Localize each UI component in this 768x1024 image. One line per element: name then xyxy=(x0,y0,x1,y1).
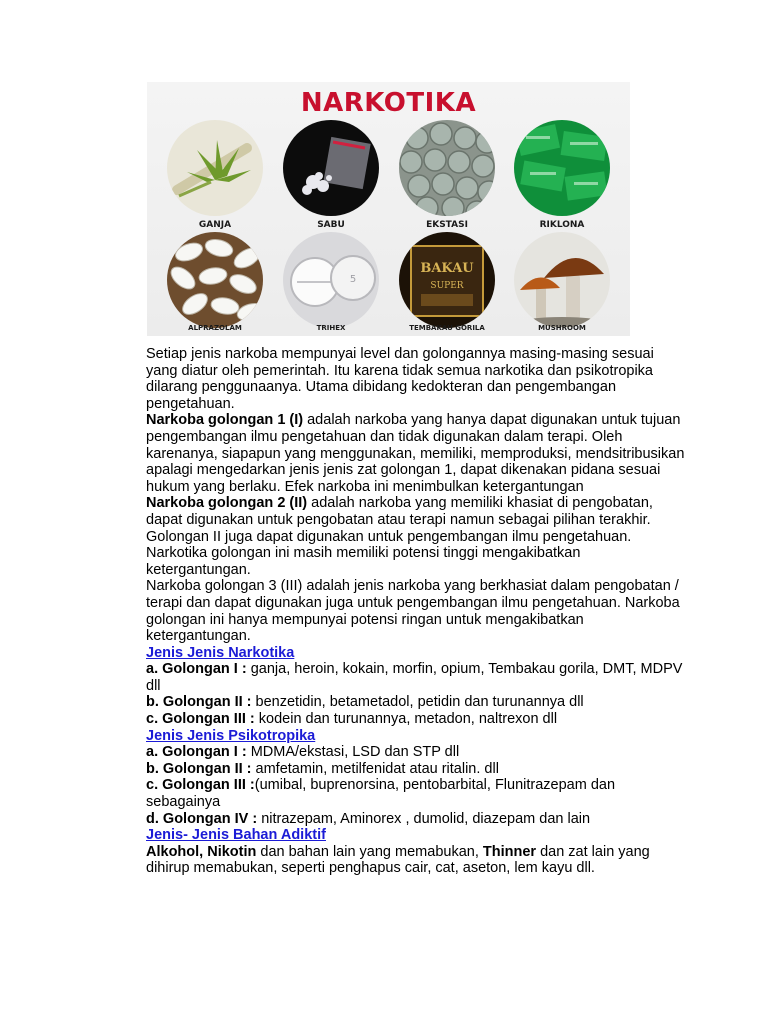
list-item-text: MDMA/ekstasi, LSD dan STP dll xyxy=(246,744,460,761)
jenis-narkotika-link[interactable]: Jenis Jenis Narkotika xyxy=(146,644,295,661)
alprazolam-image xyxy=(167,232,263,328)
golongan-2-title: Narkoba golongan 2 (II) xyxy=(146,495,308,512)
riklona-image xyxy=(514,120,610,216)
sabu-label: SABU xyxy=(317,220,345,230)
adiktif-bold-2: Thinner xyxy=(482,843,537,860)
mushroom-label: MUSHROOM xyxy=(538,324,586,332)
ganja-image xyxy=(167,120,263,216)
jenis-psikotropika-link[interactable]: Jenis Jenis Psikotropika xyxy=(146,727,316,744)
ekstasi-label: EKSTASI xyxy=(426,220,468,230)
list-item-text: benzetidin, betametadol, petidin dan turunannya dll xyxy=(251,694,584,711)
svg-text:BAKAU: BAKAU xyxy=(420,261,474,276)
poster-title: NARKOTIKA xyxy=(300,88,477,118)
list-item-label: a. Golongan I : xyxy=(146,744,247,761)
list-item-text: kodein dan turunannya, metadon, naltrexon dll xyxy=(254,711,558,728)
golongan-1-text: adalah narkoba yang hanya dapat digunakan untuk tujuan pengembangan ilmu pengetahuan dan tidak digunakan dalam terapi. Oleh karenanya, siapapun yang menggunakan, memiliki, memproduksi, mendsitribusikan apalagi mengedarkan jenis jenis zat golongan 1, dapat dikenakan pidana sesuai hukum yang berlaku. Efek narkoba ini menimbulkan ketergantungan xyxy=(146,412,685,495)
golongan-3-paragraph: Narkoba golongan 3 (III) adalah jenis narkoba yang berkhasiat dalam pengobatan / terapi dan dapat digunakan juga untuk pengembangan ilmu pengetahuan. Narkoba golongan ini hanya mempunyai potensi ringan untuk mengakibatkan ketergantungan. xyxy=(146,578,680,645)
golongan-2-paragraph xyxy=(146,495,686,578)
list-item-label: d. Golongan IV : xyxy=(146,810,258,827)
list-item xyxy=(146,711,686,728)
list-item-label: b. Golongan II : xyxy=(146,694,252,711)
golongan-2-text: adalah narkoba yang memiliki khasiat di pengobatan, dapat digunakan untuk pengobatan atau terapi namun sebagai pilihan terakhir. Golongan II juga dapat digunakan untuk pengembangan ilmu pengetahuan. Narkotika golongan ini masih memiliki potensi tinggi mengakibatkan ketergantungan. xyxy=(146,495,653,578)
golongan-1-title: Narkoba golongan 1 (I) xyxy=(146,412,304,429)
list-item-text: amfetamin, metilfenidat atau ritalin. dll xyxy=(251,760,499,777)
mushroom-image xyxy=(514,232,610,328)
adiktif-text-2: dan zat lain yang dihirup memabukan, seperti penghapus cair, cat, aseton, lem kayu dll. xyxy=(146,843,650,877)
alprazolam-label: ALPRAZOLAM xyxy=(188,324,242,332)
trihex-label: TRIHEX xyxy=(316,324,346,332)
list-item-text: nitrazepam, Aminorex , dumolid, diazepam dan lain xyxy=(257,810,591,827)
riklona-label: RIKLONA xyxy=(539,220,585,230)
list-item xyxy=(146,811,686,828)
list-item xyxy=(146,661,686,694)
trihex-image xyxy=(283,232,379,328)
list-item-text: (umibal, buprenorsina, pentobarbital, Flunitrazepam dan sebagainya xyxy=(146,777,616,811)
document-body xyxy=(146,346,686,877)
narkotika-poster xyxy=(147,82,630,336)
tembakau-gorila-label: TEMBAKAU GORILA xyxy=(409,324,485,332)
list-item xyxy=(146,761,686,778)
list-item xyxy=(146,694,686,711)
list-item xyxy=(146,744,686,761)
ekstasi-image xyxy=(399,120,495,216)
adiktif-paragraph xyxy=(146,844,686,877)
adiktif-bold-1: Alkohol, Nikotin xyxy=(146,843,257,860)
list-item-label: b. Golongan II : xyxy=(146,760,252,777)
ganja-label: GANJA xyxy=(198,220,232,230)
svg-text:SUPER: SUPER xyxy=(430,281,464,291)
list-item xyxy=(146,777,686,810)
golongan-1-paragraph xyxy=(146,412,686,495)
jenis-bahan-adiktif-link[interactable]: Jenis- Jenis Bahan Adiktif xyxy=(146,827,326,844)
adiktif-text-1: dan bahan lain yang memabukan, xyxy=(256,843,483,860)
sabu-image xyxy=(283,120,379,216)
tembakau-gorila-image xyxy=(399,232,495,328)
intro-paragraph: Setiap jenis narkoba mempunyai level dan golongannya masing-masing sesuai yang diatur oleh pemerintah. Itu karena tidak semua narkotika dan psikotropika dilarang penggunaanya. Utama dibidang kedokteran dan pengembangan pengetahuan. xyxy=(146,346,654,412)
list-item-label: c. Golongan III : xyxy=(146,777,255,794)
svg-text:5: 5 xyxy=(349,274,357,285)
list-item-label: a. Golongan I : xyxy=(146,661,247,678)
list-item-label: c. Golongan III : xyxy=(146,711,255,728)
list-item-text: ganja, heroin, kokain, morfin, opium, Tembakau gorila, DMT, MDPV dll xyxy=(146,661,683,694)
